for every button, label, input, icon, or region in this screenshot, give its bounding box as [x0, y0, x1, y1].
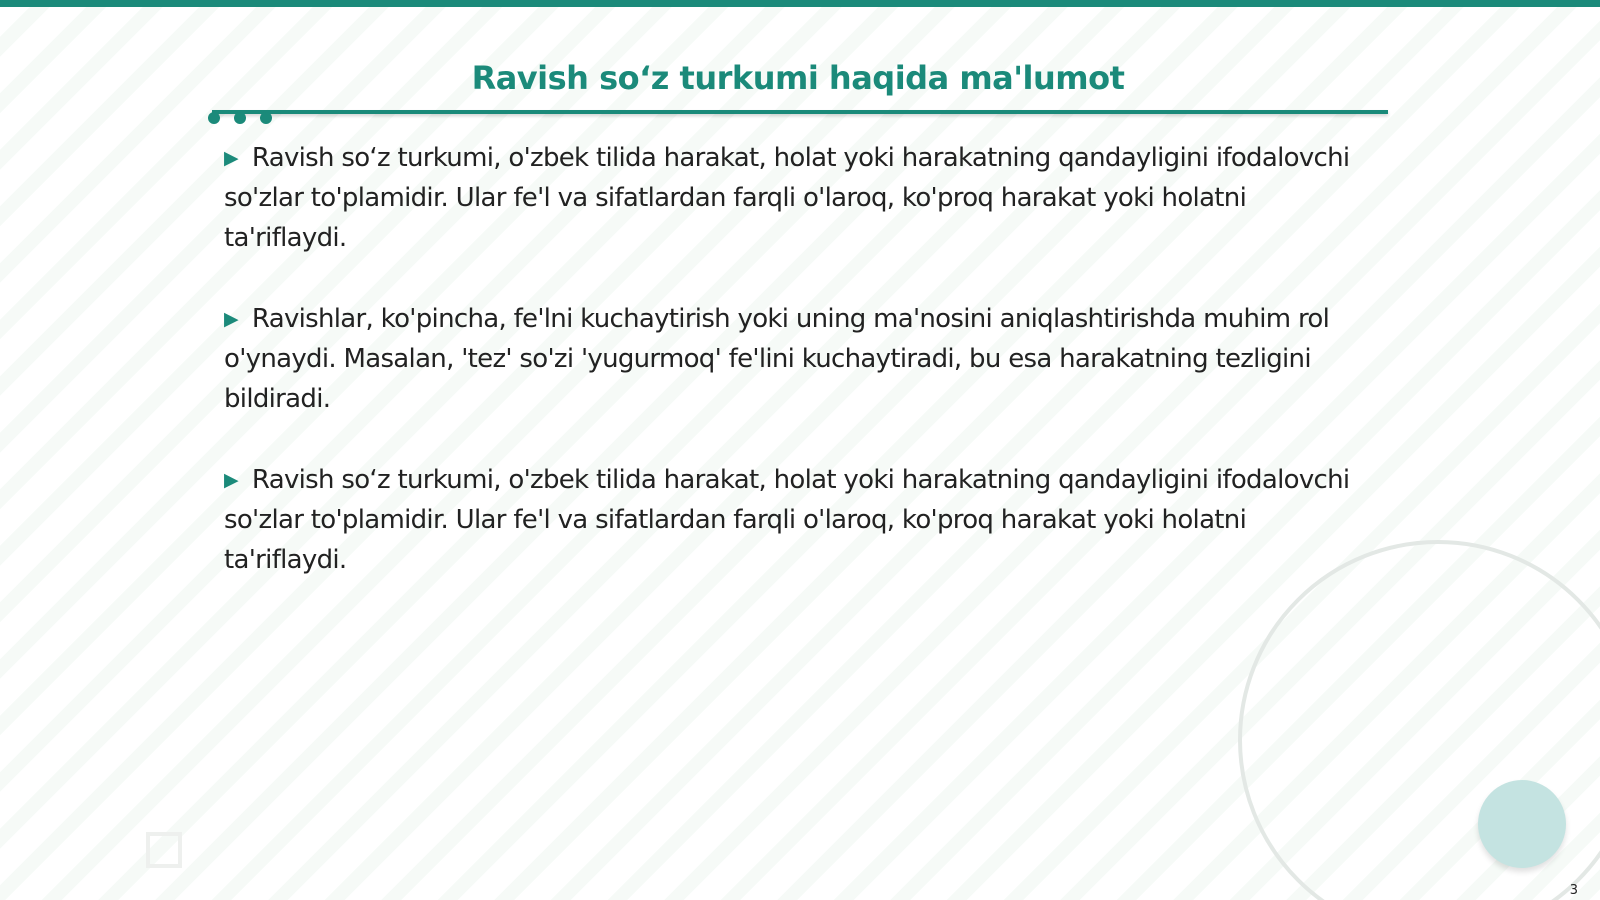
slide-title: Ravish so‘z turkumi haqida ma'lumot: [471, 59, 1125, 97]
bullet-arrow-icon: ▶: [224, 469, 238, 491]
bullet-paragraph-3: [224, 460, 1354, 580]
decorative-dot: [208, 112, 220, 124]
decorative-dot: [234, 112, 246, 124]
bullet-arrow-icon: ▶: [224, 308, 238, 330]
top-accent-bar: [0, 0, 1600, 7]
decorative-square: [146, 832, 182, 868]
title-underline: [212, 110, 1388, 114]
decorative-circle-filled: [1478, 780, 1566, 868]
bullet-list: [224, 138, 1354, 621]
bullet-text: Ravish so‘z turkumi, o'zbek tilida harakat, holat yoki harakatning qandayligini ifodalovchi so'zlar to'plamidir. Ular fe'l va sifatlardan farqli o'laroq, ko'proq harakat yoki holatni ta'riflaydi.: [224, 143, 1350, 253]
decorative-dot: [260, 112, 272, 124]
bullet-text: Ravish so‘z turkumi, o'zbek tilida harakat, holat yoki harakatning qandayligini ifodalovchi so'zlar to'plamidir. Ular fe'l va sifatlardan farqli o'laroq, ko'proq harakat yoki holatni ta'riflaydi.: [224, 465, 1350, 575]
bullet-paragraph-2: [224, 299, 1354, 419]
bullet-text: Ravishlar, ko'pincha, fe'lni kuchaytirish yoki uning ma'nosini aniqlashtirishda muhim rol o'ynaydi. Masalan, 'tez' so'zi 'yugurmoq' fe'lini kuchaytiradi, bu esa harakatning tezligini bildiradi.: [224, 304, 1330, 414]
bullet-paragraph-1: [224, 138, 1354, 258]
bullet-arrow-icon: ▶: [224, 147, 238, 169]
page-number: 3: [1569, 883, 1578, 898]
